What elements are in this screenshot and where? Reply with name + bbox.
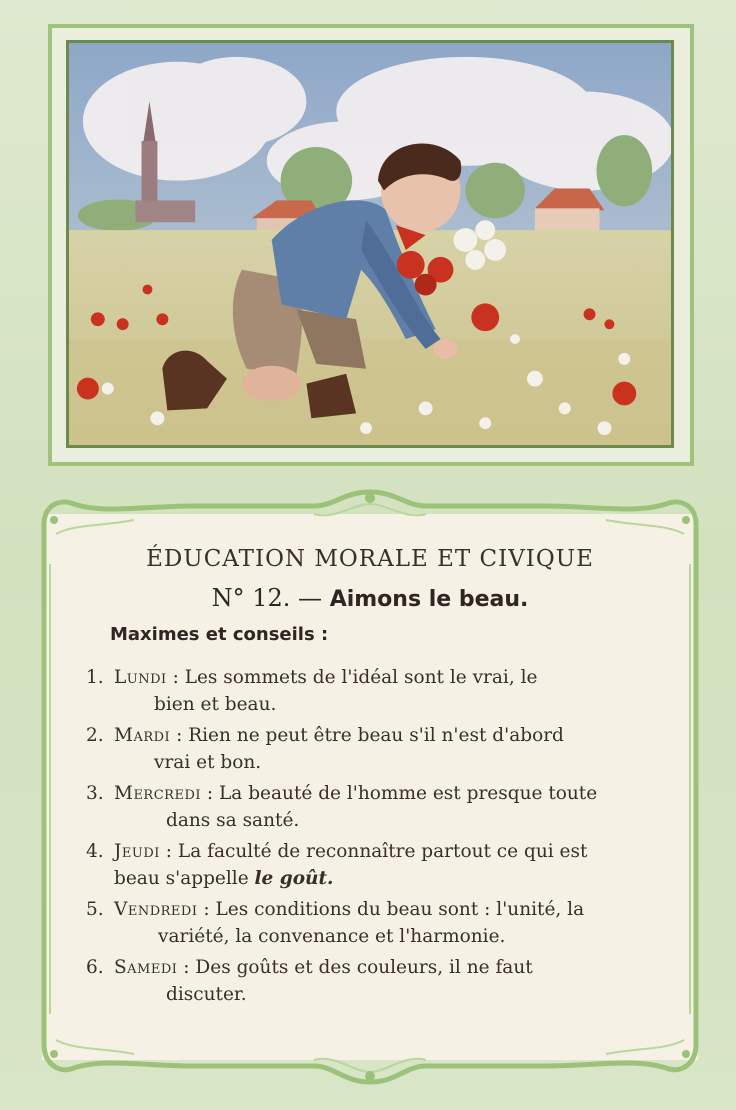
lesson-number: N° 12. — [211, 584, 291, 612]
maxims-list — [86, 664, 674, 1012]
maxim-number: 2. — [86, 725, 104, 746]
maxim-sep: : — [177, 957, 196, 978]
lesson-title: Aimons le beau. — [329, 587, 529, 612]
maxim-text-cont — [114, 865, 674, 892]
maxim-item — [86, 664, 674, 718]
maxim-sep: : — [166, 667, 185, 688]
maxim-text-cont: variété, la convenance et l'harmonie. — [158, 926, 506, 947]
lesson-dash: — — [298, 584, 323, 612]
maxim-text: Des goûts et des couleurs, il ne faut — [195, 957, 533, 978]
maxim-item — [86, 954, 674, 1008]
maxim-item — [86, 722, 674, 776]
maxim-number: 1. — [86, 667, 104, 688]
maxim-text: Rien ne peut être beau s'il n'est d'abord — [188, 725, 564, 746]
illustration-boy-picking-flowers — [66, 40, 674, 448]
maxim-number: 3. — [86, 783, 104, 804]
maxims-intro: Maximes et conseils : — [110, 624, 329, 645]
maxim-text: La beauté de l'homme est presque toute — [219, 783, 598, 804]
maxim-number: 5. — [86, 899, 104, 920]
maxim-sep: : — [170, 725, 189, 746]
maxim-text: Les conditions du beau sont : l'unité, la — [215, 899, 585, 920]
maxim-item — [86, 780, 674, 834]
maxim-day: Samedi — [114, 957, 178, 978]
maxim-number: 4. — [86, 841, 104, 862]
lesson-header — [14, 584, 726, 612]
maxim-emphasis: le goût. — [254, 868, 334, 889]
maxim-day: Vendredi — [114, 899, 198, 920]
page-heading: ÉDUCATION MORALE ET CIVIQUE — [146, 546, 594, 572]
maxim-text-cont: vrai et bon. — [154, 752, 262, 773]
maxim-text-cont: dans sa santé. — [166, 810, 300, 831]
maxim-item — [86, 896, 674, 950]
maxim-item — [86, 838, 674, 892]
maxim-number: 6. — [86, 957, 104, 978]
maxim-text: Les sommets de l'idéal sont le vrai, le — [184, 667, 538, 688]
maxim-day: Mardi — [114, 725, 171, 746]
maxim-sep: : — [159, 841, 178, 862]
maxim-text-cont-plain: beau s'appelle — [114, 868, 255, 889]
maxim-day: Mercredi — [114, 783, 202, 804]
maxim-text: La faculté de reconnaître partout ce qui est — [177, 841, 588, 862]
maxim-day: Lundi — [114, 667, 167, 688]
maxim-sep: : — [201, 783, 220, 804]
maxim-sep: : — [197, 899, 216, 920]
text-panel — [14, 484, 726, 1090]
maxim-day: Jeudi — [114, 841, 160, 862]
maxim-text-cont: bien et beau. — [154, 694, 277, 715]
maxim-text-cont: discuter. — [166, 984, 247, 1005]
